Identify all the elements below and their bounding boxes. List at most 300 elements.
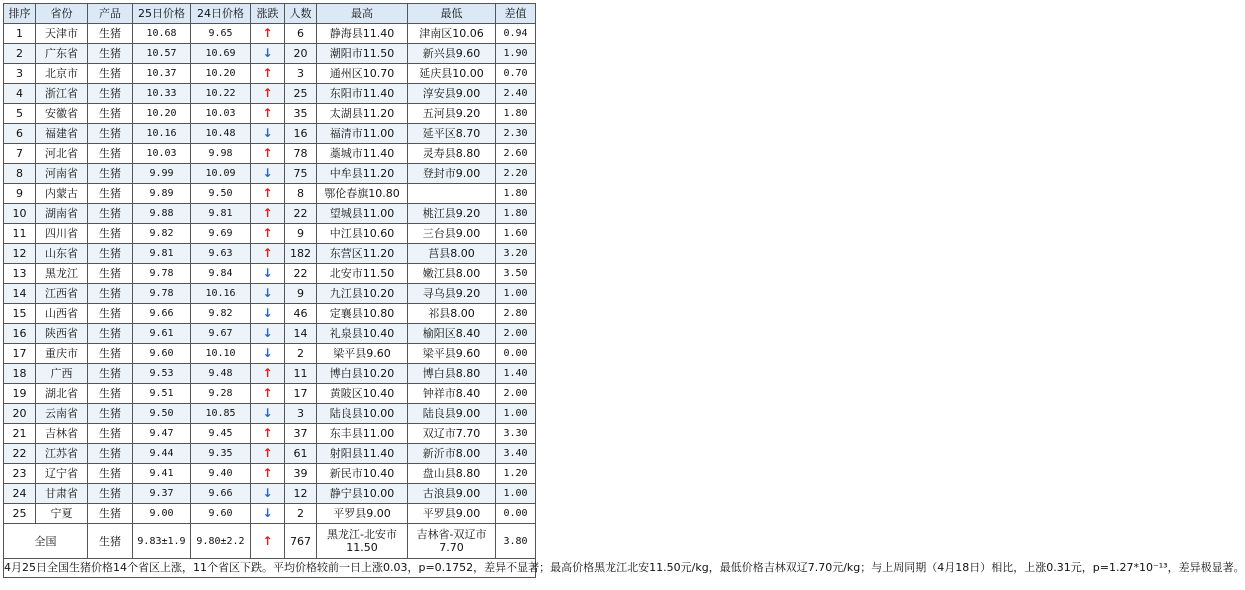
up-arrow-icon: ↑ bbox=[262, 186, 273, 200]
lowest-cell: 莒县8.00 bbox=[408, 244, 496, 264]
table-row bbox=[4, 24, 536, 44]
lowest-cell: 博白县8.80 bbox=[408, 364, 496, 384]
rank-cell: 9 bbox=[4, 184, 36, 204]
price-24-cell: 10.22 bbox=[191, 84, 251, 104]
highest-cell: 北安市11.50 bbox=[317, 264, 408, 284]
highest-cell: 东丰县11.00 bbox=[317, 424, 408, 444]
table-row bbox=[4, 64, 536, 84]
count-cell: 75 bbox=[285, 164, 317, 184]
up-arrow-icon: ↑ bbox=[262, 446, 273, 460]
trend-cell bbox=[251, 24, 285, 44]
province-cell: 天津市 bbox=[36, 24, 88, 44]
count-cell: 12 bbox=[285, 484, 317, 504]
trend-cell bbox=[251, 444, 285, 464]
header-cell: 25日价格 bbox=[133, 4, 191, 24]
count-cell: 2 bbox=[285, 504, 317, 524]
price-sheet bbox=[3, 3, 1245, 578]
price-25-cell: 10.68 bbox=[133, 24, 191, 44]
lowest-cell: 平罗县9.00 bbox=[408, 504, 496, 524]
price-25-cell: 9.81 bbox=[133, 244, 191, 264]
down-arrow-icon: ↓ bbox=[262, 326, 273, 340]
trend-cell bbox=[251, 224, 285, 244]
product-cell: 生猪 bbox=[88, 204, 133, 224]
highest-cell: 静海县11.40 bbox=[317, 24, 408, 44]
count-cell: 14 bbox=[285, 324, 317, 344]
count-cell: 20 bbox=[285, 44, 317, 64]
trend-cell bbox=[251, 304, 285, 324]
price-25-cell: 9.37 bbox=[133, 484, 191, 504]
highest-cell: 九江县10.20 bbox=[317, 284, 408, 304]
product-cell: 生猪 bbox=[88, 464, 133, 484]
diff-cell: 1.20 bbox=[496, 464, 536, 484]
diff-cell: 2.20 bbox=[496, 164, 536, 184]
province-cell: 浙江省 bbox=[36, 84, 88, 104]
highest-cell: 太湖县11.20 bbox=[317, 104, 408, 124]
total-product: 生猪 bbox=[88, 524, 133, 559]
diff-cell: 1.00 bbox=[496, 484, 536, 504]
note-row bbox=[4, 559, 536, 578]
price-24-cell: 9.48 bbox=[191, 364, 251, 384]
highest-cell: 东营区11.20 bbox=[317, 244, 408, 264]
price-25-cell: 10.20 bbox=[133, 104, 191, 124]
trend-cell bbox=[251, 464, 285, 484]
trend-cell bbox=[251, 384, 285, 404]
price-24-cell: 10.16 bbox=[191, 284, 251, 304]
rank-cell: 2 bbox=[4, 44, 36, 64]
rank-cell: 8 bbox=[4, 164, 36, 184]
rank-cell: 1 bbox=[4, 24, 36, 44]
lowest-cell: 淳安县9.00 bbox=[408, 84, 496, 104]
diff-cell: 2.30 bbox=[496, 124, 536, 144]
header-cell: 最高 bbox=[317, 4, 408, 24]
header-cell: 24日价格 bbox=[191, 4, 251, 24]
price-25-cell: 9.50 bbox=[133, 404, 191, 424]
rank-cell: 20 bbox=[4, 404, 36, 424]
highest-cell: 潮阳市11.50 bbox=[317, 44, 408, 64]
province-cell: 重庆市 bbox=[36, 344, 88, 364]
trend-cell bbox=[251, 204, 285, 224]
up-arrow-icon: ↑ bbox=[262, 206, 273, 220]
price-24-cell: 9.82 bbox=[191, 304, 251, 324]
price-24-cell: 9.65 bbox=[191, 24, 251, 44]
province-cell: 湖南省 bbox=[36, 204, 88, 224]
product-cell: 生猪 bbox=[88, 144, 133, 164]
total-trend bbox=[251, 524, 285, 559]
table-row bbox=[4, 504, 536, 524]
total-high: 黑龙江-北安市11.50 bbox=[317, 524, 408, 559]
count-cell: 182 bbox=[285, 244, 317, 264]
highest-cell: 福清市11.00 bbox=[317, 124, 408, 144]
product-cell: 生猪 bbox=[88, 384, 133, 404]
rank-cell: 4 bbox=[4, 84, 36, 104]
trend-cell bbox=[251, 424, 285, 444]
province-cell: 河北省 bbox=[36, 144, 88, 164]
table-row bbox=[4, 264, 536, 284]
highest-cell: 黄陂区10.40 bbox=[317, 384, 408, 404]
up-arrow-icon: ↑ bbox=[262, 26, 273, 40]
lowest-cell: 钟祥市8.40 bbox=[408, 384, 496, 404]
count-cell: 39 bbox=[285, 464, 317, 484]
table-row bbox=[4, 384, 536, 404]
diff-cell: 1.80 bbox=[496, 204, 536, 224]
table-row bbox=[4, 204, 536, 224]
lowest-cell: 寻乌县9.20 bbox=[408, 284, 496, 304]
product-cell: 生猪 bbox=[88, 24, 133, 44]
price-25-cell: 10.16 bbox=[133, 124, 191, 144]
header-cell: 人数 bbox=[285, 4, 317, 24]
header-cell: 差值 bbox=[496, 4, 536, 24]
diff-cell: 3.20 bbox=[496, 244, 536, 264]
down-arrow-icon: ↓ bbox=[262, 46, 273, 60]
price-25-cell: 10.57 bbox=[133, 44, 191, 64]
rank-cell: 5 bbox=[4, 104, 36, 124]
up-arrow-icon: ↑ bbox=[262, 366, 273, 380]
diff-cell: 0.00 bbox=[496, 344, 536, 364]
trend-cell bbox=[251, 104, 285, 124]
count-cell: 6 bbox=[285, 24, 317, 44]
header-cell: 产品 bbox=[88, 4, 133, 24]
count-cell: 37 bbox=[285, 424, 317, 444]
trend-cell bbox=[251, 44, 285, 64]
header-cell: 最低 bbox=[408, 4, 496, 24]
count-cell: 46 bbox=[285, 304, 317, 324]
lowest-cell: 登封市9.00 bbox=[408, 164, 496, 184]
header-cell: 省份 bbox=[36, 4, 88, 24]
table-row bbox=[4, 104, 536, 124]
lowest-cell: 延庆县10.00 bbox=[408, 64, 496, 84]
price-24-cell: 9.67 bbox=[191, 324, 251, 344]
lowest-cell: 新沂市8.00 bbox=[408, 444, 496, 464]
price-24-cell: 9.84 bbox=[191, 264, 251, 284]
table-row bbox=[4, 364, 536, 384]
count-cell: 35 bbox=[285, 104, 317, 124]
diff-cell: 1.00 bbox=[496, 284, 536, 304]
table-row bbox=[4, 144, 536, 164]
province-cell: 山西省 bbox=[36, 304, 88, 324]
price-25-cell: 9.53 bbox=[133, 364, 191, 384]
table-row bbox=[4, 464, 536, 484]
table-row bbox=[4, 164, 536, 184]
count-cell: 22 bbox=[285, 204, 317, 224]
price-25-cell: 9.51 bbox=[133, 384, 191, 404]
province-cell: 广西 bbox=[36, 364, 88, 384]
rank-cell: 3 bbox=[4, 64, 36, 84]
count-cell: 3 bbox=[285, 404, 317, 424]
price-table bbox=[3, 3, 1245, 578]
price-25-cell: 9.82 bbox=[133, 224, 191, 244]
lowest-cell: 陆良县9.00 bbox=[408, 404, 496, 424]
lowest-cell: 祁县8.00 bbox=[408, 304, 496, 324]
down-arrow-icon: ↓ bbox=[262, 166, 273, 180]
lowest-cell: 五河县9.20 bbox=[408, 104, 496, 124]
up-arrow-icon: ↑ bbox=[262, 146, 273, 160]
rank-cell: 19 bbox=[4, 384, 36, 404]
diff-cell: 1.80 bbox=[496, 184, 536, 204]
trend-cell bbox=[251, 264, 285, 284]
price-25-cell: 10.37 bbox=[133, 64, 191, 84]
price-25-cell: 9.66 bbox=[133, 304, 191, 324]
total-price-24: 9.80±2.2 bbox=[191, 524, 251, 559]
rank-cell: 22 bbox=[4, 444, 36, 464]
province-cell: 安徽省 bbox=[36, 104, 88, 124]
total-count: 767 bbox=[285, 524, 317, 559]
diff-cell: 1.90 bbox=[496, 44, 536, 64]
diff-cell: 2.40 bbox=[496, 84, 536, 104]
price-24-cell: 10.09 bbox=[191, 164, 251, 184]
price-25-cell: 9.61 bbox=[133, 324, 191, 344]
highest-cell: 中江县10.60 bbox=[317, 224, 408, 244]
up-arrow-icon: ↑ bbox=[262, 226, 273, 240]
product-cell: 生猪 bbox=[88, 424, 133, 444]
down-arrow-icon: ↓ bbox=[262, 126, 273, 140]
trend-cell bbox=[251, 364, 285, 384]
up-arrow-icon: ↑ bbox=[262, 466, 273, 480]
count-cell: 9 bbox=[285, 224, 317, 244]
product-cell: 生猪 bbox=[88, 484, 133, 504]
highest-cell: 通州区10.70 bbox=[317, 64, 408, 84]
count-cell: 78 bbox=[285, 144, 317, 164]
lowest-cell: 榆阳区8.40 bbox=[408, 324, 496, 344]
price-24-cell: 9.66 bbox=[191, 484, 251, 504]
province-cell: 福建省 bbox=[36, 124, 88, 144]
up-arrow-icon: ↑ bbox=[262, 66, 273, 80]
product-cell: 生猪 bbox=[88, 504, 133, 524]
diff-cell: 0.94 bbox=[496, 24, 536, 44]
price-24-cell: 10.10 bbox=[191, 344, 251, 364]
table-row bbox=[4, 444, 536, 464]
product-cell: 生猪 bbox=[88, 344, 133, 364]
total-low: 吉林省-双辽市7.70 bbox=[408, 524, 496, 559]
price-24-cell: 10.20 bbox=[191, 64, 251, 84]
table-row bbox=[4, 184, 536, 204]
lowest-cell: 梁平县9.60 bbox=[408, 344, 496, 364]
rank-cell: 16 bbox=[4, 324, 36, 344]
province-cell: 黑龙江 bbox=[36, 264, 88, 284]
product-cell: 生猪 bbox=[88, 244, 133, 264]
product-cell: 生猪 bbox=[88, 104, 133, 124]
diff-cell: 3.30 bbox=[496, 424, 536, 444]
rank-cell: 15 bbox=[4, 304, 36, 324]
lowest-cell: 古浪县9.00 bbox=[408, 484, 496, 504]
trend-cell bbox=[251, 64, 285, 84]
up-arrow-icon: ↑ bbox=[262, 246, 273, 260]
price-25-cell: 9.88 bbox=[133, 204, 191, 224]
product-cell: 生猪 bbox=[88, 284, 133, 304]
product-cell: 生猪 bbox=[88, 304, 133, 324]
highest-cell: 博白县10.20 bbox=[317, 364, 408, 384]
province-cell: 宁夏 bbox=[36, 504, 88, 524]
up-arrow-icon: ↑ bbox=[262, 86, 273, 100]
table-row bbox=[4, 44, 536, 64]
price-25-cell: 9.60 bbox=[133, 344, 191, 364]
diff-cell: 1.80 bbox=[496, 104, 536, 124]
total-label: 全国 bbox=[4, 524, 88, 559]
highest-cell: 梁平县9.60 bbox=[317, 344, 408, 364]
price-24-cell: 10.48 bbox=[191, 124, 251, 144]
count-cell: 2 bbox=[285, 344, 317, 364]
highest-cell: 藁城市11.40 bbox=[317, 144, 408, 164]
price-24-cell: 9.45 bbox=[191, 424, 251, 444]
province-cell: 江苏省 bbox=[36, 444, 88, 464]
price-25-cell: 9.89 bbox=[133, 184, 191, 204]
price-24-cell: 10.85 bbox=[191, 404, 251, 424]
price-25-cell: 9.78 bbox=[133, 264, 191, 284]
header-cell: 排序 bbox=[4, 4, 36, 24]
province-cell: 云南省 bbox=[36, 404, 88, 424]
trend-cell bbox=[251, 404, 285, 424]
diff-cell: 3.40 bbox=[496, 444, 536, 464]
province-cell: 湖北省 bbox=[36, 384, 88, 404]
price-24-cell: 9.81 bbox=[191, 204, 251, 224]
rank-cell: 11 bbox=[4, 224, 36, 244]
trend-cell bbox=[251, 284, 285, 304]
lowest-cell bbox=[408, 184, 496, 204]
price-24-cell: 10.03 bbox=[191, 104, 251, 124]
lowest-cell: 双辽市7.70 bbox=[408, 424, 496, 444]
lowest-cell: 嫩江县8.00 bbox=[408, 264, 496, 284]
down-arrow-icon: ↓ bbox=[262, 286, 273, 300]
table-row bbox=[4, 244, 536, 264]
price-25-cell: 10.03 bbox=[133, 144, 191, 164]
rank-cell: 21 bbox=[4, 424, 36, 444]
lowest-cell: 三台县9.00 bbox=[408, 224, 496, 244]
price-24-cell: 9.63 bbox=[191, 244, 251, 264]
product-cell: 生猪 bbox=[88, 124, 133, 144]
down-arrow-icon: ↓ bbox=[262, 506, 273, 520]
up-arrow-icon: ↑ bbox=[262, 386, 273, 400]
count-cell: 22 bbox=[285, 264, 317, 284]
count-cell: 25 bbox=[285, 84, 317, 104]
highest-cell: 东阳市11.40 bbox=[317, 84, 408, 104]
rank-cell: 25 bbox=[4, 504, 36, 524]
province-cell: 广东省 bbox=[36, 44, 88, 64]
trend-cell bbox=[251, 244, 285, 264]
up-arrow-icon: ↑ bbox=[262, 426, 273, 440]
highest-cell: 中牟县11.20 bbox=[317, 164, 408, 184]
diff-cell: 1.60 bbox=[496, 224, 536, 244]
rank-cell: 14 bbox=[4, 284, 36, 304]
price-24-cell: 9.50 bbox=[191, 184, 251, 204]
count-cell: 17 bbox=[285, 384, 317, 404]
table-row bbox=[4, 324, 536, 344]
trend-cell bbox=[251, 184, 285, 204]
rank-cell: 17 bbox=[4, 344, 36, 364]
product-cell: 生猪 bbox=[88, 44, 133, 64]
header-row bbox=[4, 4, 536, 24]
count-cell: 3 bbox=[285, 64, 317, 84]
province-cell: 山东省 bbox=[36, 244, 88, 264]
highest-cell: 鄂伦春旗10.80 bbox=[317, 184, 408, 204]
table-row bbox=[4, 424, 536, 444]
trend-cell bbox=[251, 144, 285, 164]
up-arrow-icon: ↑ bbox=[262, 533, 273, 548]
price-24-cell: 10.69 bbox=[191, 44, 251, 64]
diff-cell: 2.60 bbox=[496, 144, 536, 164]
price-24-cell: 9.69 bbox=[191, 224, 251, 244]
count-cell: 16 bbox=[285, 124, 317, 144]
rank-cell: 18 bbox=[4, 364, 36, 384]
rank-cell: 13 bbox=[4, 264, 36, 284]
count-cell: 11 bbox=[285, 364, 317, 384]
total-price-25: 9.83±1.9 bbox=[133, 524, 191, 559]
province-cell: 河南省 bbox=[36, 164, 88, 184]
table-row bbox=[4, 224, 536, 244]
province-cell: 内蒙古 bbox=[36, 184, 88, 204]
province-cell: 吉林省 bbox=[36, 424, 88, 444]
price-25-cell: 10.33 bbox=[133, 84, 191, 104]
price-25-cell: 9.00 bbox=[133, 504, 191, 524]
diff-cell: 2.00 bbox=[496, 384, 536, 404]
table-row bbox=[4, 484, 536, 504]
price-25-cell: 9.47 bbox=[133, 424, 191, 444]
total-row bbox=[4, 524, 536, 559]
product-cell: 生猪 bbox=[88, 84, 133, 104]
product-cell: 生猪 bbox=[88, 164, 133, 184]
product-cell: 生猪 bbox=[88, 404, 133, 424]
rank-cell: 12 bbox=[4, 244, 36, 264]
price-25-cell: 9.41 bbox=[133, 464, 191, 484]
highest-cell: 射阳县11.40 bbox=[317, 444, 408, 464]
lowest-cell: 延平区8.70 bbox=[408, 124, 496, 144]
price-24-cell: 9.60 bbox=[191, 504, 251, 524]
trend-cell bbox=[251, 344, 285, 364]
rank-cell: 24 bbox=[4, 484, 36, 504]
lowest-cell: 灵寿县8.80 bbox=[408, 144, 496, 164]
trend-cell bbox=[251, 124, 285, 144]
price-24-cell: 9.40 bbox=[191, 464, 251, 484]
highest-cell: 礼泉县10.40 bbox=[317, 324, 408, 344]
table-row bbox=[4, 84, 536, 104]
price-25-cell: 9.99 bbox=[133, 164, 191, 184]
up-arrow-icon: ↑ bbox=[262, 106, 273, 120]
highest-cell: 陆良县10.00 bbox=[317, 404, 408, 424]
down-arrow-icon: ↓ bbox=[262, 306, 273, 320]
trend-cell bbox=[251, 504, 285, 524]
highest-cell: 平罗县9.00 bbox=[317, 504, 408, 524]
diff-cell: 1.40 bbox=[496, 364, 536, 384]
price-25-cell: 9.78 bbox=[133, 284, 191, 304]
table-row bbox=[4, 404, 536, 424]
lowest-cell: 盘山县8.80 bbox=[408, 464, 496, 484]
table-row bbox=[4, 124, 536, 144]
table-row bbox=[4, 344, 536, 364]
count-cell: 9 bbox=[285, 284, 317, 304]
diff-cell: 0.00 bbox=[496, 504, 536, 524]
lowest-cell: 新兴县9.60 bbox=[408, 44, 496, 64]
price-24-cell: 9.35 bbox=[191, 444, 251, 464]
summary-note: 4月25日全国生猪价格14个省区上涨，11个省区下跌。平均价格较前一日上涨0.03，p=0.1752，差异不显著；最高价格黑龙江北安11.50元/kg，最低价格吉林双辽7.70元/kg；与上周同期（4月18日）相比，上涨0.31元，p=1.27*10⁻¹³，差异极显著。 bbox=[4, 559, 536, 578]
down-arrow-icon: ↓ bbox=[262, 346, 273, 360]
price-24-cell: 9.98 bbox=[191, 144, 251, 164]
header-cell: 涨跌 bbox=[251, 4, 285, 24]
highest-cell: 望城县11.00 bbox=[317, 204, 408, 224]
trend-cell bbox=[251, 164, 285, 184]
lowest-cell: 津南区10.06 bbox=[408, 24, 496, 44]
trend-cell bbox=[251, 84, 285, 104]
province-cell: 辽宁省 bbox=[36, 464, 88, 484]
trend-cell bbox=[251, 484, 285, 504]
product-cell: 生猪 bbox=[88, 324, 133, 344]
province-cell: 北京市 bbox=[36, 64, 88, 84]
province-cell: 四川省 bbox=[36, 224, 88, 244]
diff-cell: 2.00 bbox=[496, 324, 536, 344]
product-cell: 生猪 bbox=[88, 264, 133, 284]
highest-cell: 新民市10.40 bbox=[317, 464, 408, 484]
product-cell: 生猪 bbox=[88, 444, 133, 464]
count-cell: 8 bbox=[285, 184, 317, 204]
rank-cell: 23 bbox=[4, 464, 36, 484]
table-row bbox=[4, 304, 536, 324]
